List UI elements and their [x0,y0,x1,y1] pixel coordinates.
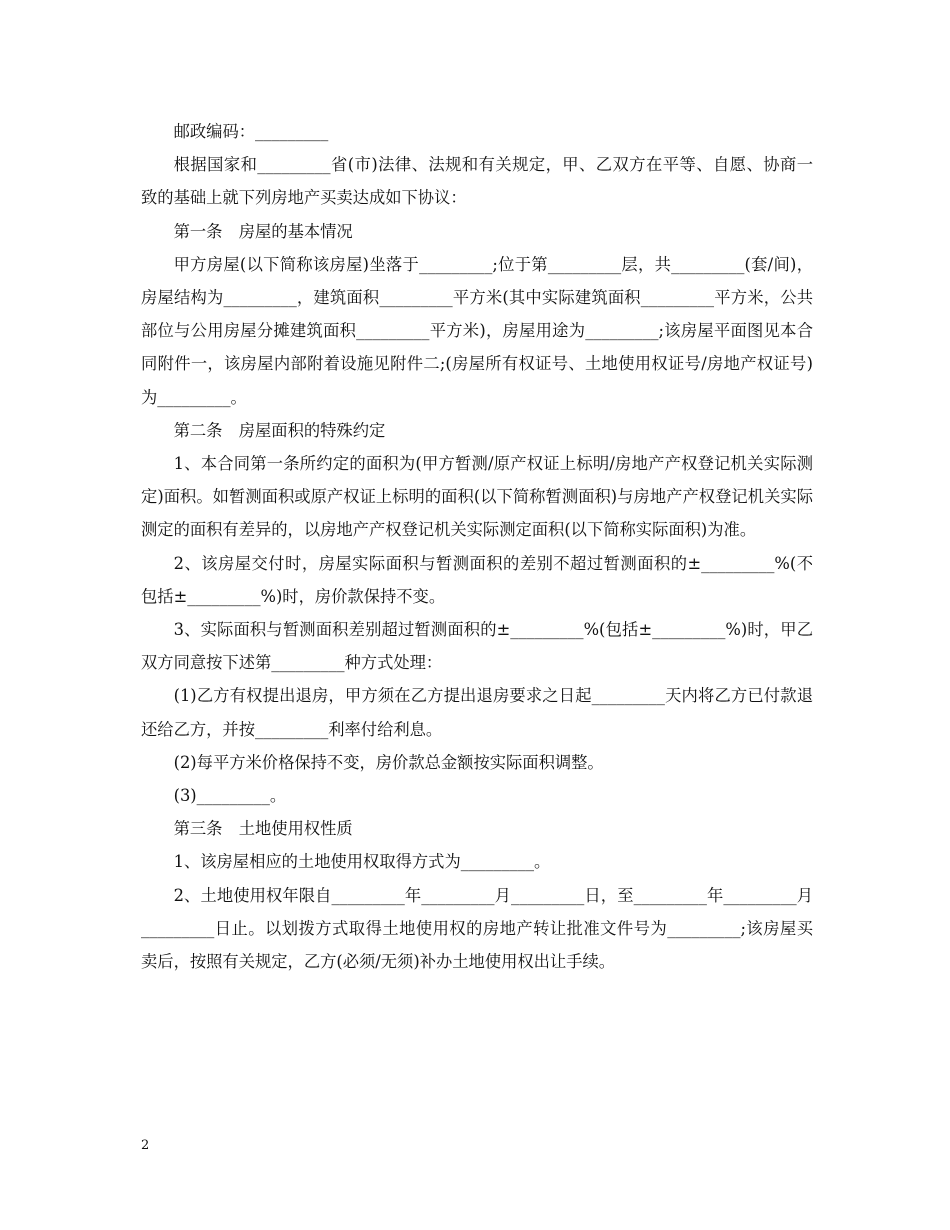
article-3-clause-1: 1、该房屋相应的土地使用权取得方式为_________。 [173,852,551,872]
postal-code-line: 邮政编码：_________ [173,122,329,141]
preamble-paragraph: 根据国家和_________省(市)法律、法规和有关规定，甲、乙双方在平等、自愿、协商一致的基础上就下列房地产买卖达成如下协议： [141,155,813,208]
article-2-clause-3: 3、实际面积与暂测面积差别超过暂测面积的±_________%(包括±_________%)时，甲乙双方同意按下述第_________种方式处理： [141,620,813,673]
article-2-clause-1: 1、本合同第一条所约定的面积为(甲方暂测/原产权证上标明/房地产产权登记机关实际测定)面积。如暂测面积或原产权证上标明的面积(以下简称暂测面积)与房地产产权登记机关实际测定的面积有差异的，以房地产产权登记机关实际测定面积(以下简称实际面积)为准。 [141,454,813,540]
article-1-body: 甲方房屋(以下简称该房屋)坐落于_________;位于第_________层，共_________(套/间)，房屋结构为_________，建筑面积_________平方米(其中实际建筑面积_________平方米，公共部位与公用房屋分摊建筑面积_________平方米)，房屋用途为_________;该房屋平面图见本合同附件一，该房屋内部附着设施见附件二;(房屋所有权证号、土地使用权证号/房地产权证号)为_________。 [141,254,813,407]
article-2-option-3: (3)_________。 [173,786,287,806]
article-2-option-1: (1)乙方有权提出退房，甲方须在乙方提出退房要求之日起_________天内将乙方已付款退还给乙方，并按_________利率付给利息。 [141,686,813,739]
article-1-heading: 第一条 房屋的基本情况 [173,221,353,241]
page-number: 2 [141,1138,150,1153]
document-body [141,115,813,978]
article-3-heading: 第三条 土地使用权性质 [173,819,353,839]
article-2-option-2: (2)每平方米价格保持不变，房价款总金额按实际面积调整。 [173,752,604,772]
article-2-clause-2: 2、该房屋交付时，房屋实际面积与暂测面积的差别不超过暂测面积的±_________%(不包括±_________%)时，房价款保持不变。 [141,553,813,606]
article-2-heading: 第二条 房屋面积的特殊约定 [173,420,386,440]
article-3-clause-2: 2、土地使用权年限自_________年_________月_________日，至_________年_________月_________日止。以划拨方式取得土地使用权的房地产转让批准文件号为_________;该房屋买卖后，按照有关规定，乙方(必须/无须)补办土地使用权出让手续。 [141,885,813,972]
